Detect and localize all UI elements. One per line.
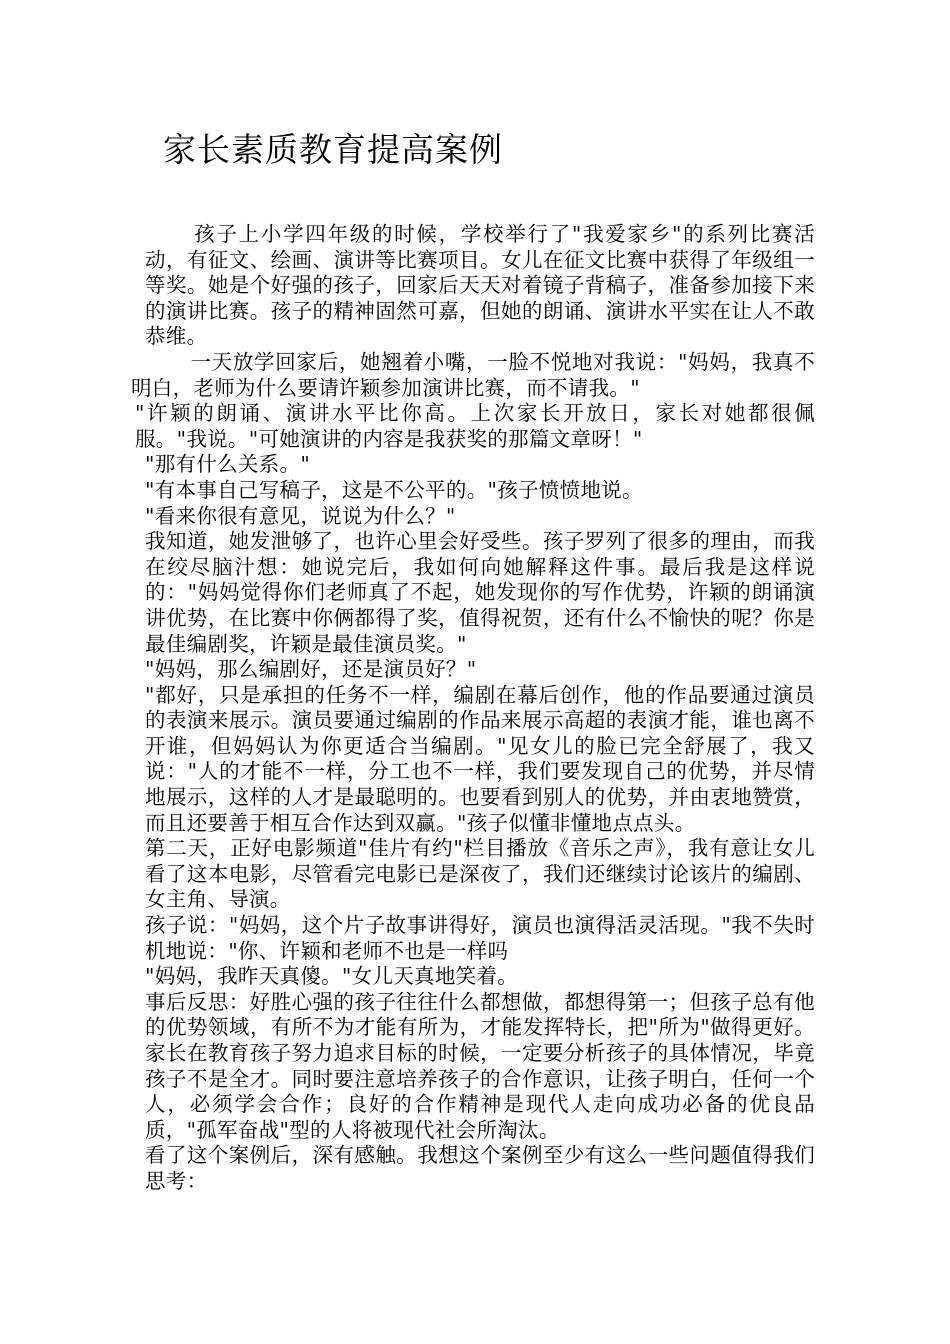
paragraph: "有本事自己写稿子，这是不公平的。"孩子愤愤地说。 <box>145 477 643 502</box>
paragraph: 我知道，她发泄够了，也许心里会好受些。孩子罗列了很多的理由，而我在绞尽脑汁想：她说完后，我如何向她解释这件事。最后我是这样说的："妈妈觉得你们老师真了不起，她发现你的写作优势，许颖的朗诵演讲优势，在比赛中你俩都得了奖，值得祝贺，还有什么不愉快的呢？你是最佳编剧奖，许颖是最佳演员奖。" <box>145 529 815 656</box>
paragraph: 事后反思：好胜心强的孩子往往什么都想做，都想得第一；但孩子总有他的优势领域，有所不为才能有所为，才能发挥特长，把"所为"做得更好。家长在教育孩子努力追求目标的时候，一定要分析孩子的具体情况，毕竟孩子不是全才。同时要注意培养孩子的合作意识，让孩子明白，任何一个人，必须学会合作；良好的合作精神是现代人走向成功必备的优良品质，"孤军奋战"型的人将被现代社会所淘汰。 <box>145 989 815 1142</box>
paragraph: "都好，只是承担的任务不一样，编剧在幕后创作，他的作品要通过演员的表演来展示。演员要通过编剧的作品来展示高超的表演才能，谁也离不开谁，但妈妈认为你更适合当编剧。"见女儿的脸已完全舒展了，我又说："人的才能不一样，分工也不一样，我们要发现自己的优势，并尽情地展示，这样的人才是最聪明的。也要看到别人的优势，并由衷地赞赏，而且还要善于相互合作达到双赢。"孩子似懂非懂地点点头。 <box>145 682 815 835</box>
paragraph: "妈妈，那么编剧好，还是演员好？" <box>145 657 477 682</box>
paragraph: "许颖的朗诵、演讲水平比你高。上次家长开放日，家长对她都很佩服。"我说。"可她演讲的内容是我获奖的那篇文章呀！" <box>135 401 815 451</box>
paragraph: 第二天，正好电影频道"佳片有约"栏目播放《音乐之声》，我有意让女儿看了这本电影，尽管看完电影已是深夜了，我们还继续讨论该片的编剧、女主角、导演。 <box>145 836 815 912</box>
document-title: 家长素质教育提高案例 <box>163 130 503 169</box>
paragraph: "那有什么关系。" <box>145 452 311 477</box>
paragraph: "看来你很有意见，说说为什么？" <box>145 503 456 528</box>
paragraph: "妈妈，我昨天真傻。"女儿天真地笑着。 <box>145 964 519 989</box>
paragraph: 一天放学回家后，她翘着小嘴，一脸不悦地对我说："妈妈，我真不明白，老师为什么要请许颖参加演讲比赛，而不请我。" <box>131 349 815 400</box>
paragraph: 看了这个案例后，深有感触。我想这个案例至少有这么一些问题值得我们思考： <box>145 1143 815 1193</box>
document-body <box>131 222 815 1195</box>
paragraph: 孩子上小学四年级的时候，学校举行了"我爱家乡"的系列比赛活动，有征文、绘画、演讲等比赛项目。女儿在征文比赛中获得了年级组一等奖。她是个好强的孩子，回家后天天对着镜子背稿子，准备参加接下来的演讲比赛。孩子的精神固然可嘉，但她的朗诵、演讲水平实在让人不敢恭维。 <box>145 222 815 349</box>
paragraph: 孩子说："妈妈，这个片子故事讲得好，演员也演得活灵活现。"我不失时机地说："你、许颖和老师不也是一样吗 <box>145 913 815 963</box>
